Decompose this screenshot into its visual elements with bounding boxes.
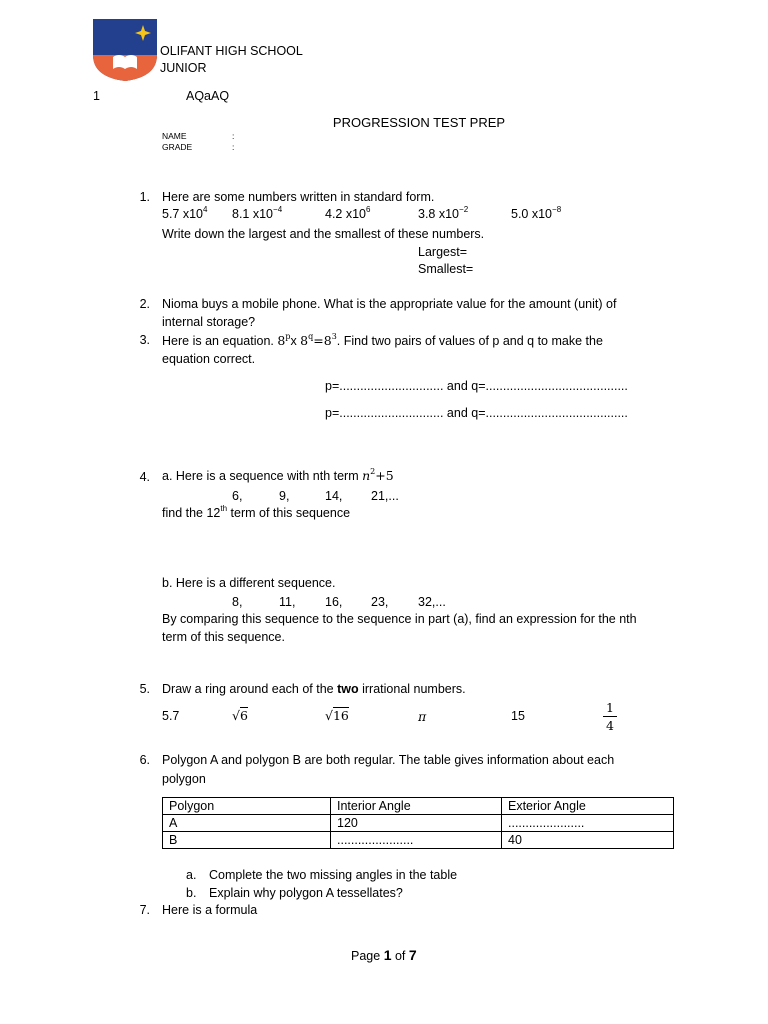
q6-number: 6. xyxy=(139,753,150,767)
q3-answer-line-2[interactable]: p=.............................. and q=......................................... xyxy=(325,406,628,420)
q1-number-5: 5.0 $x10^{-8}$ xyxy=(511,205,562,221)
table-row xyxy=(163,815,674,832)
doc-code: AQaAQ xyxy=(186,89,230,103)
q4-number: 4. xyxy=(139,470,150,484)
q5-number: 5. xyxy=(139,682,150,696)
page-footer: Page 1 of 7 xyxy=(351,947,417,963)
q6b-label: b. xyxy=(186,886,197,900)
q6a-text: Complete the two missing angles in the table xyxy=(209,868,458,882)
q4b-seq-2: 11, xyxy=(279,595,296,609)
q5-item-pi[interactable]: π xyxy=(418,709,427,724)
q3-line2: equation correct. xyxy=(162,352,256,366)
q1-instruction: Write down the largest and the smallest of these numbers. xyxy=(162,227,485,241)
q5-item-5-7[interactable]: 5.7 xyxy=(162,709,180,723)
q1-number-1: 5.7 $x10^4$ xyxy=(162,205,208,221)
q3-answer-line-1[interactable]: p=.............................. and q=......................................... xyxy=(325,379,628,393)
q4b-seq-4: 23, xyxy=(371,595,389,609)
q4b-text: b. Here is a different sequence. xyxy=(162,576,336,590)
school-subtitle: JUNIOR xyxy=(160,61,207,75)
q4b-seq-5: 32,... xyxy=(418,595,446,609)
page-title: PROGRESSION TEST PREP xyxy=(332,115,506,130)
q1-number: 1. xyxy=(139,190,150,204)
q4a-seq-2: 9, xyxy=(279,489,290,503)
table-row xyxy=(163,832,674,849)
q5-text: Draw a ring around each of the two irrational numbers. xyxy=(162,682,466,696)
q4b-seq-1: 8, xyxy=(232,595,243,609)
q2-number: 2. xyxy=(139,297,150,311)
q1-number-3: 4.2 $x10^6$ xyxy=(325,205,371,221)
q7-text: Here is a formula xyxy=(162,903,258,917)
q2-line1: Nioma buys a mobile phone. What is the appropriate value for the amount (unit) of xyxy=(162,297,617,311)
school-logo xyxy=(93,19,157,81)
q4a-seq-4: 21,... xyxy=(371,489,399,503)
q5-item-15[interactable]: 15 xyxy=(511,709,525,723)
q4a-text: a. Here is a sequence with nth term $n^2+5$ xyxy=(162,467,394,483)
name-colon: : xyxy=(232,131,235,141)
q1-number-2: 8.1 $x10^{-4}$ xyxy=(232,205,283,221)
q4b-line1: By comparing this sequence to the sequence in part (a), find an expression for the nth xyxy=(162,612,637,626)
q7-number: 7. xyxy=(139,903,150,917)
q5-item-sqrt6[interactable]: √6 xyxy=(232,708,248,723)
q6a-label: a. xyxy=(186,868,197,882)
fraction-numerator: 1 xyxy=(606,700,614,715)
school-name: OLIFANT HIGH SCHOOL xyxy=(160,44,303,58)
q3-line1: Here is an equation. 8$^p$x $8^q=8^3$. Find two pairs of values of p and q to make the xyxy=(162,332,603,348)
table-cell: 120 xyxy=(331,815,502,832)
q1-number-4: 3.8 $x10^{-2}$ xyxy=(418,205,469,221)
q4a-seq-1: 6, xyxy=(232,489,243,503)
doc-number: 1 xyxy=(93,89,100,103)
table-cell-blank[interactable]: ...................... xyxy=(331,832,502,849)
table-header: Exterior Angle xyxy=(502,798,674,815)
grade-colon: : xyxy=(232,142,235,152)
q5-item-one-quarter[interactable] xyxy=(603,700,617,733)
table-header: Polygon xyxy=(163,798,331,815)
q4a-find: find the 12th term of this sequence xyxy=(162,504,351,520)
table-cell: B xyxy=(163,832,331,849)
fraction-denominator: 4 xyxy=(606,718,614,733)
logo-book-icon xyxy=(113,55,137,69)
table-cell: 40 xyxy=(502,832,674,849)
q2-line2: internal storage? xyxy=(162,315,256,329)
table-cell-blank[interactable]: ...................... xyxy=(502,815,674,832)
fraction-bar xyxy=(603,716,617,717)
q1-text: Here are some numbers written in standard form. xyxy=(162,190,435,204)
q4b-line2: term of this sequence. xyxy=(162,630,285,644)
q3-number: 3. xyxy=(139,333,150,347)
q1-smallest: Smallest= xyxy=(418,262,474,276)
q1-largest: Largest= xyxy=(418,245,467,259)
polygon-table xyxy=(162,797,674,849)
q6b-text: Explain why polygon A tessellates? xyxy=(209,886,403,900)
table-header: Interior Angle xyxy=(331,798,502,815)
grade-label: GRADE xyxy=(162,142,193,152)
name-label: NAME xyxy=(162,131,187,141)
table-header-row xyxy=(163,798,674,815)
q4a-seq-3: 14, xyxy=(325,489,343,503)
table-cell: A xyxy=(163,815,331,832)
q5-item-sqrt16[interactable]: √16 xyxy=(325,708,349,723)
q6-line2: polygon xyxy=(162,772,206,786)
q4b-seq-3: 16, xyxy=(325,595,343,609)
q6-line1: Polygon A and polygon B are both regular. The table gives information about each xyxy=(162,753,615,767)
